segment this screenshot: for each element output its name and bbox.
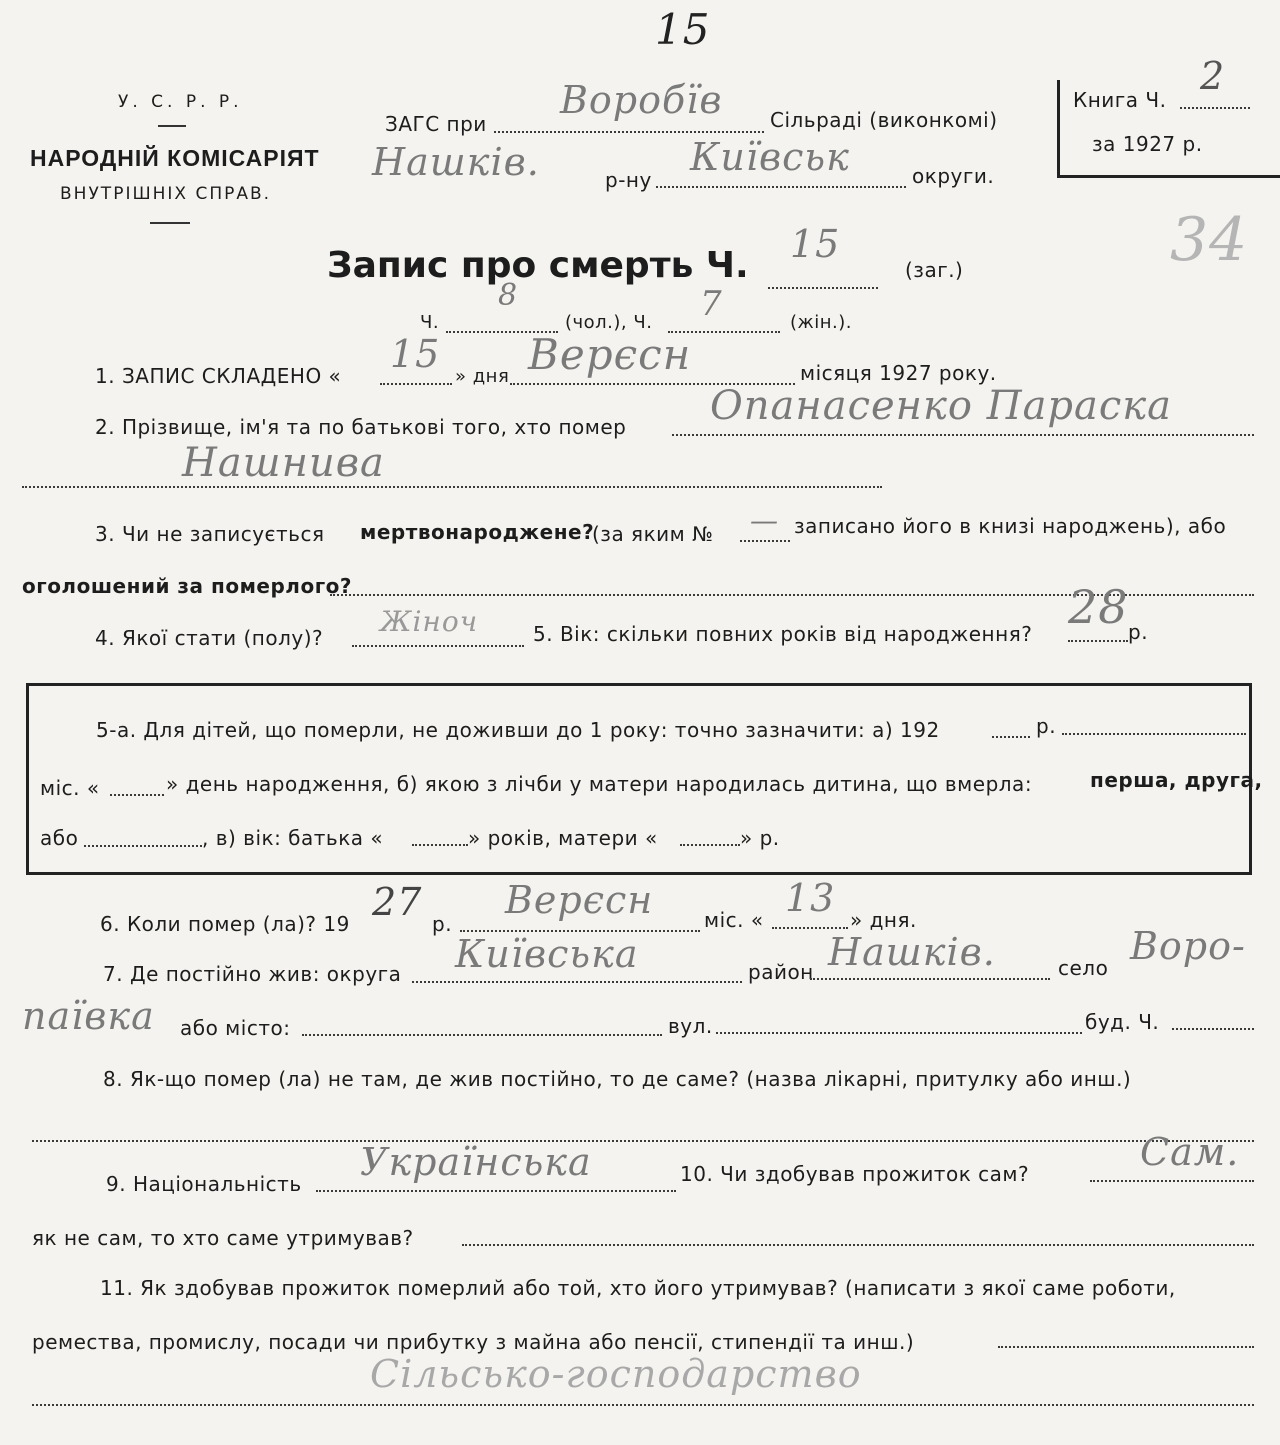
item2-label: 2. Прізвище, ім'я та по батькові того, хто помер — [95, 415, 627, 439]
item5a-line2-a: міс. « — [40, 776, 100, 800]
item3-num-line — [740, 540, 790, 542]
item7-vul-label: вул. — [668, 1014, 713, 1038]
zags-rayon-value: Нашків. — [372, 140, 540, 184]
item10-line — [1090, 1180, 1254, 1182]
item7-rayon-line — [810, 978, 1050, 980]
item5a-line3-b: , в) вік: батька « — [202, 826, 384, 850]
item7-okruha-line — [412, 981, 742, 983]
item10-value: Сам. — [1140, 1130, 1240, 1174]
item7-misto-line — [302, 1034, 662, 1036]
item6-day-value: 13 — [785, 876, 836, 920]
item3-bold1: мертвонароджене? — [360, 520, 595, 544]
item7-selo-label: село — [1058, 956, 1109, 980]
margin-note: 34 — [1170, 205, 1249, 275]
item5a-year-line — [992, 736, 1030, 738]
sheet-number: 15 — [655, 5, 711, 54]
zags-selrada-line — [494, 131, 764, 133]
item6-r: р. — [432, 912, 453, 936]
header-vnutr: ВНУТРІШНІХ СПРАВ. — [60, 184, 272, 204]
item1-label: 1. ЗАПИС СКЛАДЕНО « — [95, 364, 342, 388]
item8-line — [32, 1140, 1254, 1142]
zags-okruha-value: Київськ — [690, 135, 850, 179]
item1-tail: місяця 1927 року. — [800, 361, 997, 385]
item5a-other-line — [84, 845, 202, 847]
item11-line2: ремества, промислу, посади чи прибутку з майна або пенсії, стипендії та инш.) — [32, 1330, 915, 1354]
item3-bold2: оголошений за померлого? — [22, 574, 352, 598]
item5a-month-line — [110, 794, 164, 796]
item10-sub-line — [462, 1244, 1254, 1246]
zags-selrada-value: Воробїв — [560, 78, 723, 122]
item4-label: 4. Якої стати (полу)? — [95, 626, 324, 650]
item11-line-b — [32, 1404, 1254, 1406]
item7-okruha-value: Київська — [455, 932, 639, 976]
item5-age-line — [1068, 640, 1128, 642]
item6-year-value: 27 — [372, 880, 423, 924]
zags-okruha-label: округи. — [912, 164, 995, 188]
item7-vul-line — [716, 1032, 1082, 1034]
item6-label: 6. Коли помер (ла)? 19 — [100, 912, 350, 936]
item7-selo-value-1: Воро- — [1130, 924, 1246, 968]
count-male-value: 8 — [498, 278, 519, 313]
item6-tail: » дня. — [850, 908, 917, 932]
zags-prefix: ЗАГС при — [385, 112, 487, 136]
item10-sub-label: як не сам, то хто саме утримував? — [32, 1226, 414, 1250]
item11-line1: 11. Як здобував прожиток померлий або той, хто його утримував? (написати з якої саме роботи, — [100, 1276, 1176, 1300]
item7-rayon-value: Нашків. — [828, 930, 996, 974]
item5a-line1-rest — [1062, 733, 1246, 735]
item5a-father-line — [412, 844, 468, 846]
count-female-label: (жін.). — [790, 312, 852, 333]
book-year: за 1927 р. — [1092, 132, 1203, 156]
title-suffix: (заг.) — [905, 258, 964, 282]
item5a-line1-tail: р. — [1036, 714, 1057, 738]
item9-label: 9. Національність — [106, 1172, 302, 1196]
item7-bud-label: буд. Ч. — [1085, 1010, 1160, 1034]
item2-value-1: Опанасенко Параска — [710, 383, 1173, 429]
record-title: Запис про смерть Ч. — [327, 245, 749, 286]
item3-text2: (за яким № — [592, 522, 714, 546]
item4-sex-line — [352, 645, 524, 647]
title-number: 15 — [790, 222, 841, 266]
item8-label: 8. Як-що помер (ла) не там, де жив постійно, то де саме? (назва лікарні, притулку або инш.) — [103, 1067, 1132, 1091]
item5a-line3-c: » років, матери « — [468, 826, 658, 850]
item5a-line3-d: » р. — [740, 826, 780, 850]
item3-text3: записано його в книзі народжень), або — [794, 514, 1227, 538]
item6-month-value: Верєсн — [505, 878, 654, 922]
count-male-prefix: Ч. — [420, 312, 440, 333]
item1-month: Верєсн — [528, 330, 692, 379]
item9-line — [316, 1190, 676, 1192]
item5-age-value: 28 — [1068, 580, 1129, 634]
item7-misto-label: або місто: — [180, 1016, 291, 1040]
item9-value: Українська — [360, 1140, 592, 1184]
header-narkom: НАРОДНІЙ КОМІСАРІЯТ — [30, 145, 320, 171]
title-number-line — [768, 287, 878, 289]
zags-rayon-label: р-ну — [605, 168, 652, 192]
count-female-value: 7 — [700, 284, 723, 324]
item6-day-line — [772, 927, 848, 929]
header-rule-2 — [150, 222, 190, 224]
zags-selrada-label: Сільраді (виконкомі) — [770, 108, 998, 132]
item7-selo-value-2: паївка — [22, 994, 155, 1038]
item11-value: Сільсько-господарство — [370, 1352, 862, 1396]
item6-mis: міс. « — [704, 908, 764, 932]
item10-label: 10. Чи здобував прожиток сам? — [680, 1162, 1030, 1186]
item3-text1: 3. Чи не записується — [95, 522, 325, 546]
item2-line1 — [672, 434, 1254, 436]
item5a-mother-line — [680, 844, 740, 846]
header-ussr: У. С. Р. Р. — [118, 92, 243, 112]
item1-day-line — [380, 383, 452, 385]
item5a-line2-bold: перша, друга, — [1090, 768, 1263, 792]
item7-label: 7. Де постійно жив: округа — [103, 962, 402, 986]
item5a-line3-a: або — [40, 826, 79, 850]
item1-mid: » дня — [455, 366, 510, 387]
book-label: Книга Ч. — [1073, 88, 1167, 112]
item4-sex-value: Жіноч — [380, 605, 479, 638]
item5-age-label: 5. Вік: скільки повних років від народження? — [533, 622, 1033, 646]
item5a-line2-b: » день народження, б) якою з лічби у матери народилась дитина, що вмерла: — [166, 772, 1033, 796]
item2-value-2: Нашнива — [182, 440, 385, 486]
book-number: 2 — [1200, 54, 1226, 98]
item5a-line1: 5-а. Для дітей, що померли, не доживши до 1 року: точно зазначити: а) 192 — [96, 718, 940, 742]
item7-bud-line — [1172, 1028, 1254, 1030]
count-male-label: (чол.), Ч. — [565, 312, 653, 333]
item3-num-value: — — [750, 504, 779, 537]
zags-okruha-line — [656, 186, 906, 188]
item1-day: 15 — [390, 332, 441, 376]
item5-age-unit: р. — [1128, 620, 1149, 644]
header-rule-1 — [158, 125, 186, 127]
item7-rayon-label: район — [748, 960, 814, 984]
book-number-line — [1180, 107, 1250, 109]
item11-line-a — [998, 1346, 1254, 1348]
item2-line2 — [22, 486, 882, 488]
